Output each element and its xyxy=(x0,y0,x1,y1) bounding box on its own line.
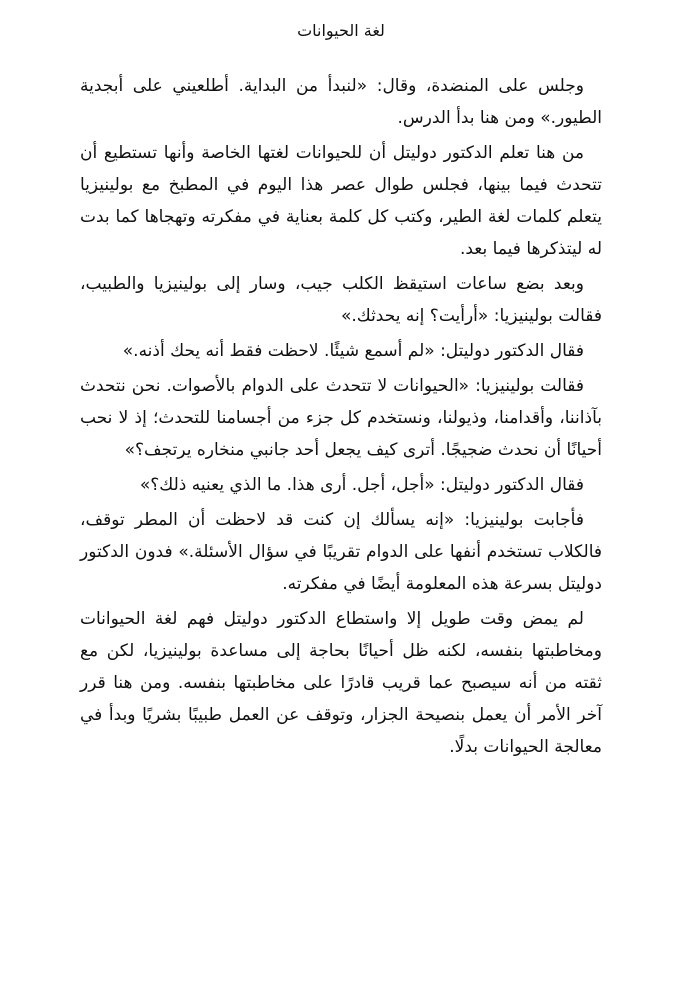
paragraph: وبعد بضع ساعات استيقظ الكلب جيب، وسار إلى بولينيزيا والطبيب، فقالت بولينيزيا: «أرأيت؟ إنه يحدثك.» xyxy=(80,274,602,326)
page-running-title: لغة الحيوانات xyxy=(297,21,385,40)
body-text xyxy=(80,70,602,763)
paragraph: فقال الدكتور دوليتل: «أجل، أجل. أرى هذا. ما الذي يعنيه ذلك؟» xyxy=(139,475,584,495)
paragraph: لم يمض وقت طويل إلا واستطاع الدكتور دوليتل فهم لغة الحيوانات ومخاطبتها بنفسه، لكنه ظل أحيانًا بحاجة إلى مساعدة بولينيزيا، لكن مع ثقته من أنه سيصبح عما قريب قادرًا على مخاطبتها بنفسه. ومن هنا قرر آخر الأمر أن يعمل بنصيحة الجزار، وتوقف عن العمل طبيبًا بشريًا وبدأ في معالجة الحيوانات بدلًا. xyxy=(80,609,602,757)
paragraph: من هنا تعلم الدكتور دوليتل أن للحيوانات لغتها الخاصة وأنها تستطيع أن تتحدث فيما بينها، فجلس طوال عصر هذا اليوم في المطبخ مع بولينيزيا يتعلم كلمات لغة الطير، وكتب كل كلمة بعناية في مفكرته وتهجاها كما بدت له ليتذكرها فيما بعد. xyxy=(80,143,602,259)
paragraph: وجلس على المنضدة، وقال: «لنبدأ من البداية. أطلعيني على أبجدية الطيور.» ومن هنا بدأ الدرس. xyxy=(80,76,602,128)
paragraph: فقالت بولينيزيا: «الحيوانات لا تتحدث على الدوام بالأصوات. نحن نتحدث بآذاننا، وأقدامنا، وذيولنا، ونستخدم كل جزء من أجسامنا للتحدث؛ إذ لا نحب أحيانًا أن نحدث ضجيجًا. أترى كيف يجعل أحد جانبي منخاره يرتجف؟» xyxy=(80,376,602,460)
paragraph: فقال الدكتور دوليتل: «لم أسمع شيئًا. لاحظت فقط أنه يحك أذنه.» xyxy=(122,341,584,361)
paragraph: فأجابت بولينيزيا: «إنه يسألك إن كنت قد لاحظت أن المطر توقف، فالكلاب تستخدم أنفها على الدوام تقريبًا في سؤال الأسئلة.» فدون الدكتور دوليتل بسرعة هذه المعلومة أيضًا في مفكرته. xyxy=(80,510,602,594)
